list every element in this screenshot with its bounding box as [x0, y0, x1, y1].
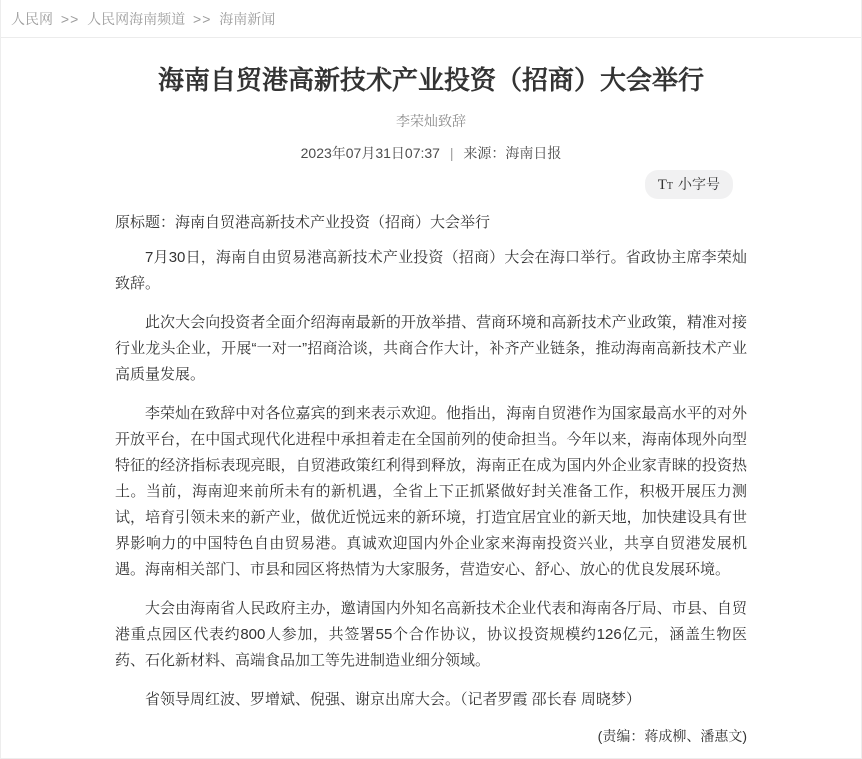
publish-date: 2023年07月31日07:37 [300, 145, 440, 161]
original-title: 原标题：海南自贸港高新技术产业投资（招商）大会举行 [115, 214, 491, 231]
meta-separator: | [449, 145, 454, 161]
article-toolbar [115, 170, 747, 199]
breadcrumb-separator: >> [60, 11, 80, 27]
font-size-button[interactable] [645, 170, 733, 199]
article-paragraph: 大会由海南省人民政府主办，邀请国内外知名高新技术企业代表和海南各厅局、市县、自贸港重点园区代表约800人参加，共签署55个合作协议，协议投资规模约126亿元，涵盖生物医药、石化新材料、高端食品加工等先进制造业细分领域。 [115, 600, 747, 669]
font-size-icon: T [657, 177, 667, 193]
breadcrumb [1, 0, 861, 38]
article-paragraph: 此次大会向投资者全面介绍海南最新的开放举措、营商环境和高新技术产业政策，精准对接行业龙头企业，开展“一对一”招商洽谈，共商合作大计，补齐产业链条，推动海南高新技术产业高质量发展。 [115, 314, 747, 383]
editors-note: (责编：蒋成柳、潘惠文) [597, 728, 747, 744]
article [115, 62, 747, 758]
article-source-link[interactable]: 来源：海南日报 [463, 145, 562, 161]
page-title: 海南自贸港高新技术产业投资（招商）大会举行 [157, 65, 704, 95]
article-subtitle: 李荣灿致辞 [396, 113, 466, 129]
article-paragraph: 省领导周红波、罗增斌、倪强、谢京出席大会。（记者罗霞 邵长春 周晓梦） [145, 691, 641, 708]
article-paragraph: 李荣灿在致辞中对各位嘉宾的到来表示欢迎。他指出，海南自贸港作为国家最高水平的对外开放平台，在中国式现代化进程中承担着走在全国前列的使命担当。今年以来，海南体现外向型特征的经济指标表现亮眼，自贸港政策红利得到释放，海南正在成为国内外企业家青睐的投资热土。当前，海南迎来前所未有的新机遇，全省上下正抓紧做好封关准备工作，积极开展压力测试，培育引领未来的新产业，做优近悦远来的新环境，打造宜居宜业的新天地，加快建设具有世界影响力的中国特色自由贸易港。真诚欢迎国内外企业家来海南投资兴业，共享自贸港发展机遇。海南相关部门、市县和园区将热情为大家服务，营造安心、舒心、放心的优良发展环境。 [115, 405, 747, 578]
breadcrumb-separator: >> [193, 11, 212, 27]
breadcrumb-link-peoples-daily[interactable]: 人民网 [11, 11, 53, 27]
font-size-icon-small: T [666, 181, 673, 192]
breadcrumb-link-hainan-news[interactable]: 海南新闻 [219, 11, 276, 27]
font-size-label: 小字号 [678, 176, 720, 192]
article-meta [115, 143, 747, 163]
article-paragraph: 7月30日，海南自由贸易港高新技术产业投资（招商）大会在海口举行。省政协主席李荣灿致辞。 [115, 249, 747, 292]
breadcrumb-link-hainan-channel[interactable]: 人民网海南频道 [87, 11, 186, 27]
article-body [115, 245, 747, 713]
